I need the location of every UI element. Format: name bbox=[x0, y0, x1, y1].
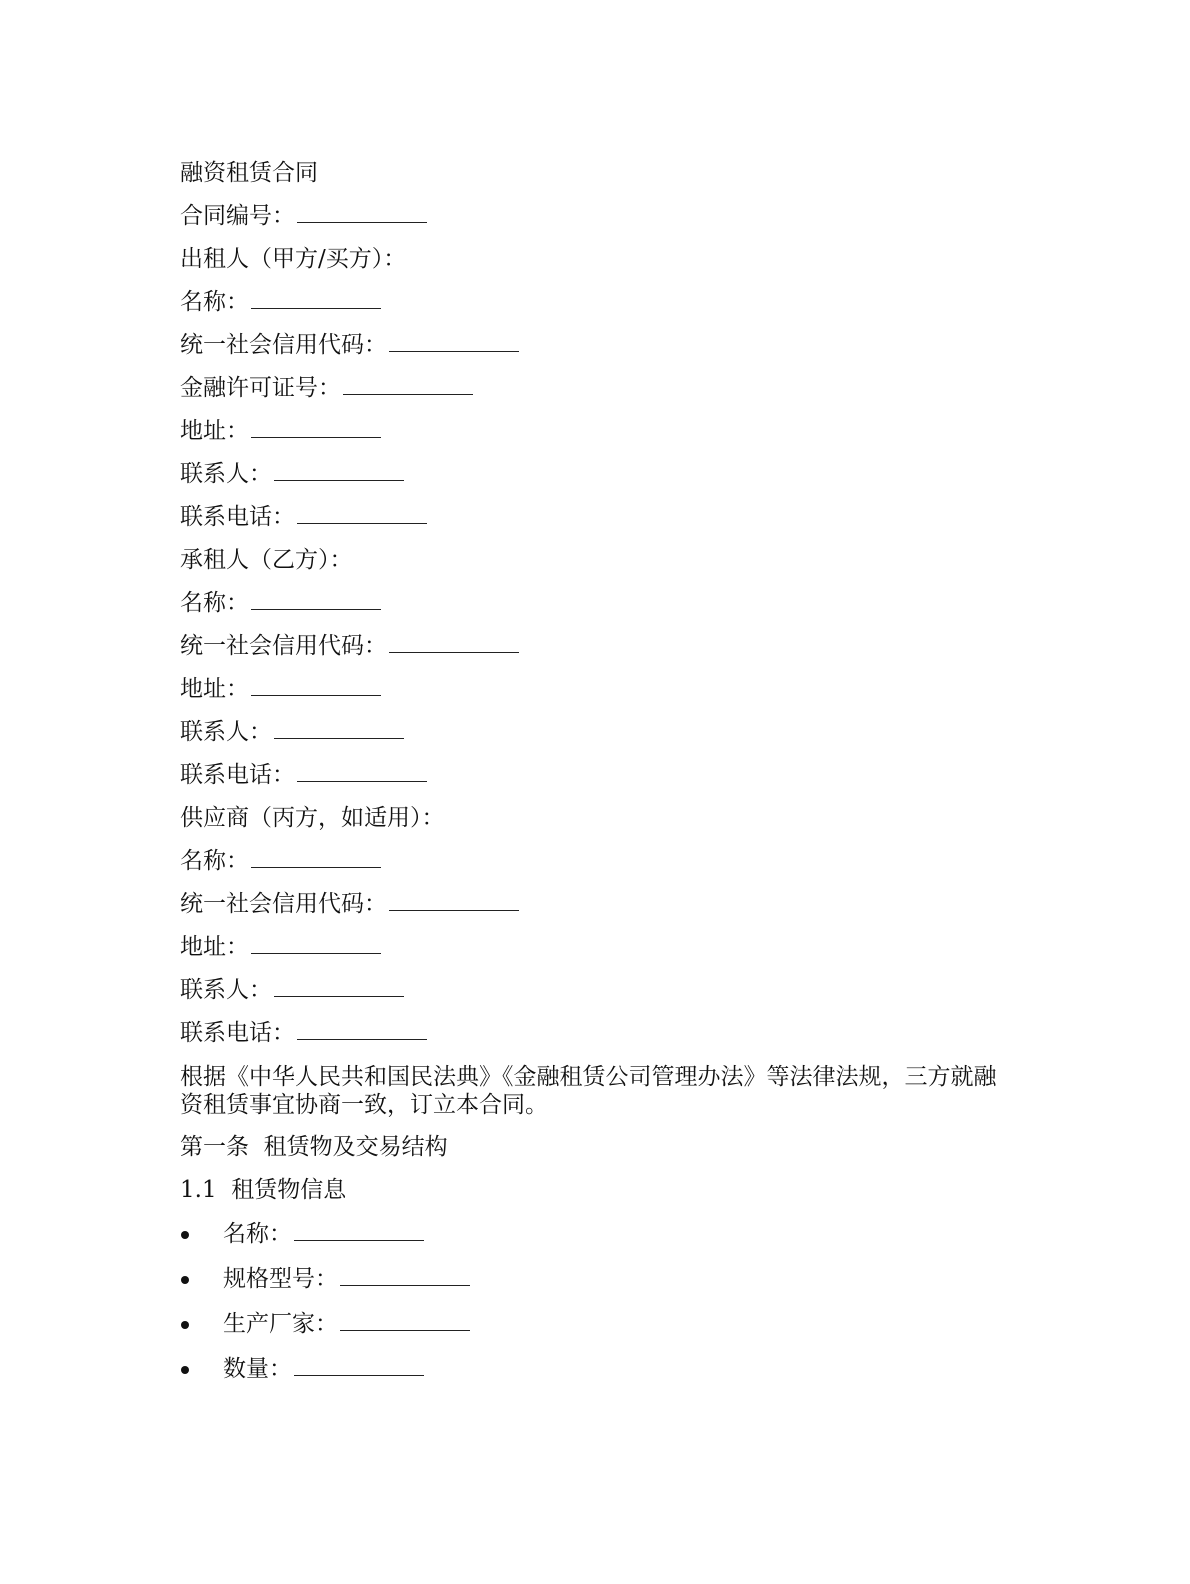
supplier-name-field: 名称： bbox=[180, 840, 1000, 883]
lessee-address-blank[interactable] bbox=[251, 677, 381, 696]
section-1-1-heading: 1.1 租赁物信息 bbox=[180, 1177, 347, 1203]
lessee-contact-blank[interactable] bbox=[274, 720, 404, 739]
supplier-phone-field: 联系电话： bbox=[180, 1012, 1000, 1055]
lessee-phone-blank[interactable] bbox=[297, 763, 427, 782]
lessor-license-blank[interactable] bbox=[343, 376, 473, 395]
contract-number-blank[interactable] bbox=[297, 204, 427, 223]
list-item: 生产厂家： bbox=[180, 1302, 1000, 1347]
lessor-contact-blank[interactable] bbox=[274, 462, 404, 481]
contract-number-field: 合同编号： bbox=[180, 195, 1000, 238]
supplier-address-blank[interactable] bbox=[251, 935, 381, 954]
asset-name-blank[interactable] bbox=[294, 1222, 424, 1241]
lessor-name-blank[interactable] bbox=[251, 290, 381, 309]
lessee-name-field: 名称： bbox=[180, 582, 1000, 625]
asset-info-list bbox=[180, 1212, 1000, 1392]
supplier-name-blank[interactable] bbox=[251, 849, 381, 868]
preamble-paragraph: 根据《中华人民共和国民法典》《金融租赁公司管理办法》等法律法规，三方就融资租赁事宜协商一致，订立本合同。 bbox=[180, 1064, 997, 1118]
lessee-name-blank[interactable] bbox=[251, 591, 381, 610]
lessor-name-field: 名称： bbox=[180, 281, 1000, 324]
list-item: 名称： bbox=[180, 1212, 1000, 1257]
asset-manufacturer-blank[interactable] bbox=[340, 1312, 470, 1331]
article-1-heading: 第一条 租赁物及交易结构 bbox=[180, 1134, 448, 1160]
bullet-icon bbox=[180, 1347, 190, 1392]
lessor-address-blank[interactable] bbox=[251, 419, 381, 438]
bullet-icon bbox=[180, 1212, 190, 1257]
supplier-address-field: 地址： bbox=[180, 926, 1000, 969]
supplier-heading: 供应商（丙方，如适用）： bbox=[180, 805, 445, 831]
document-title: 融资租赁合同 bbox=[180, 160, 318, 186]
lessor-license-field: 金融许可证号： bbox=[180, 367, 1000, 410]
bullet-icon bbox=[180, 1257, 190, 1302]
supplier-contact-blank[interactable] bbox=[274, 978, 404, 997]
list-item: 规格型号： bbox=[180, 1257, 1000, 1302]
lessor-contact-field: 联系人： bbox=[180, 453, 1000, 496]
bullet-icon bbox=[180, 1302, 190, 1347]
lessor-heading: 出租人（甲方/买方）： bbox=[180, 246, 407, 272]
lessor-address-field: 地址： bbox=[180, 410, 1000, 453]
lessee-credit-code-field: 统一社会信用代码： bbox=[180, 625, 1000, 668]
supplier-contact-field: 联系人： bbox=[180, 969, 1000, 1012]
list-item: 数量： bbox=[180, 1347, 1000, 1392]
asset-quantity-blank[interactable] bbox=[294, 1357, 424, 1376]
lessor-credit-code-field: 统一社会信用代码： bbox=[180, 324, 1000, 367]
supplier-credit-code-field: 统一社会信用代码： bbox=[180, 883, 1000, 926]
lessee-heading: 承租人（乙方）： bbox=[180, 547, 353, 573]
supplier-phone-blank[interactable] bbox=[297, 1021, 427, 1040]
lessor-phone-blank[interactable] bbox=[297, 505, 427, 524]
lessee-credit-code-blank[interactable] bbox=[389, 634, 519, 653]
lessee-address-field: 地址： bbox=[180, 668, 1000, 711]
asset-model-blank[interactable] bbox=[340, 1267, 470, 1286]
supplier-credit-code-blank[interactable] bbox=[389, 892, 519, 911]
lessor-phone-field: 联系电话： bbox=[180, 496, 1000, 539]
document-body bbox=[180, 152, 1000, 1392]
lessee-contact-field: 联系人： bbox=[180, 711, 1000, 754]
lessee-phone-field: 联系电话： bbox=[180, 754, 1000, 797]
lessor-credit-code-blank[interactable] bbox=[389, 333, 519, 352]
